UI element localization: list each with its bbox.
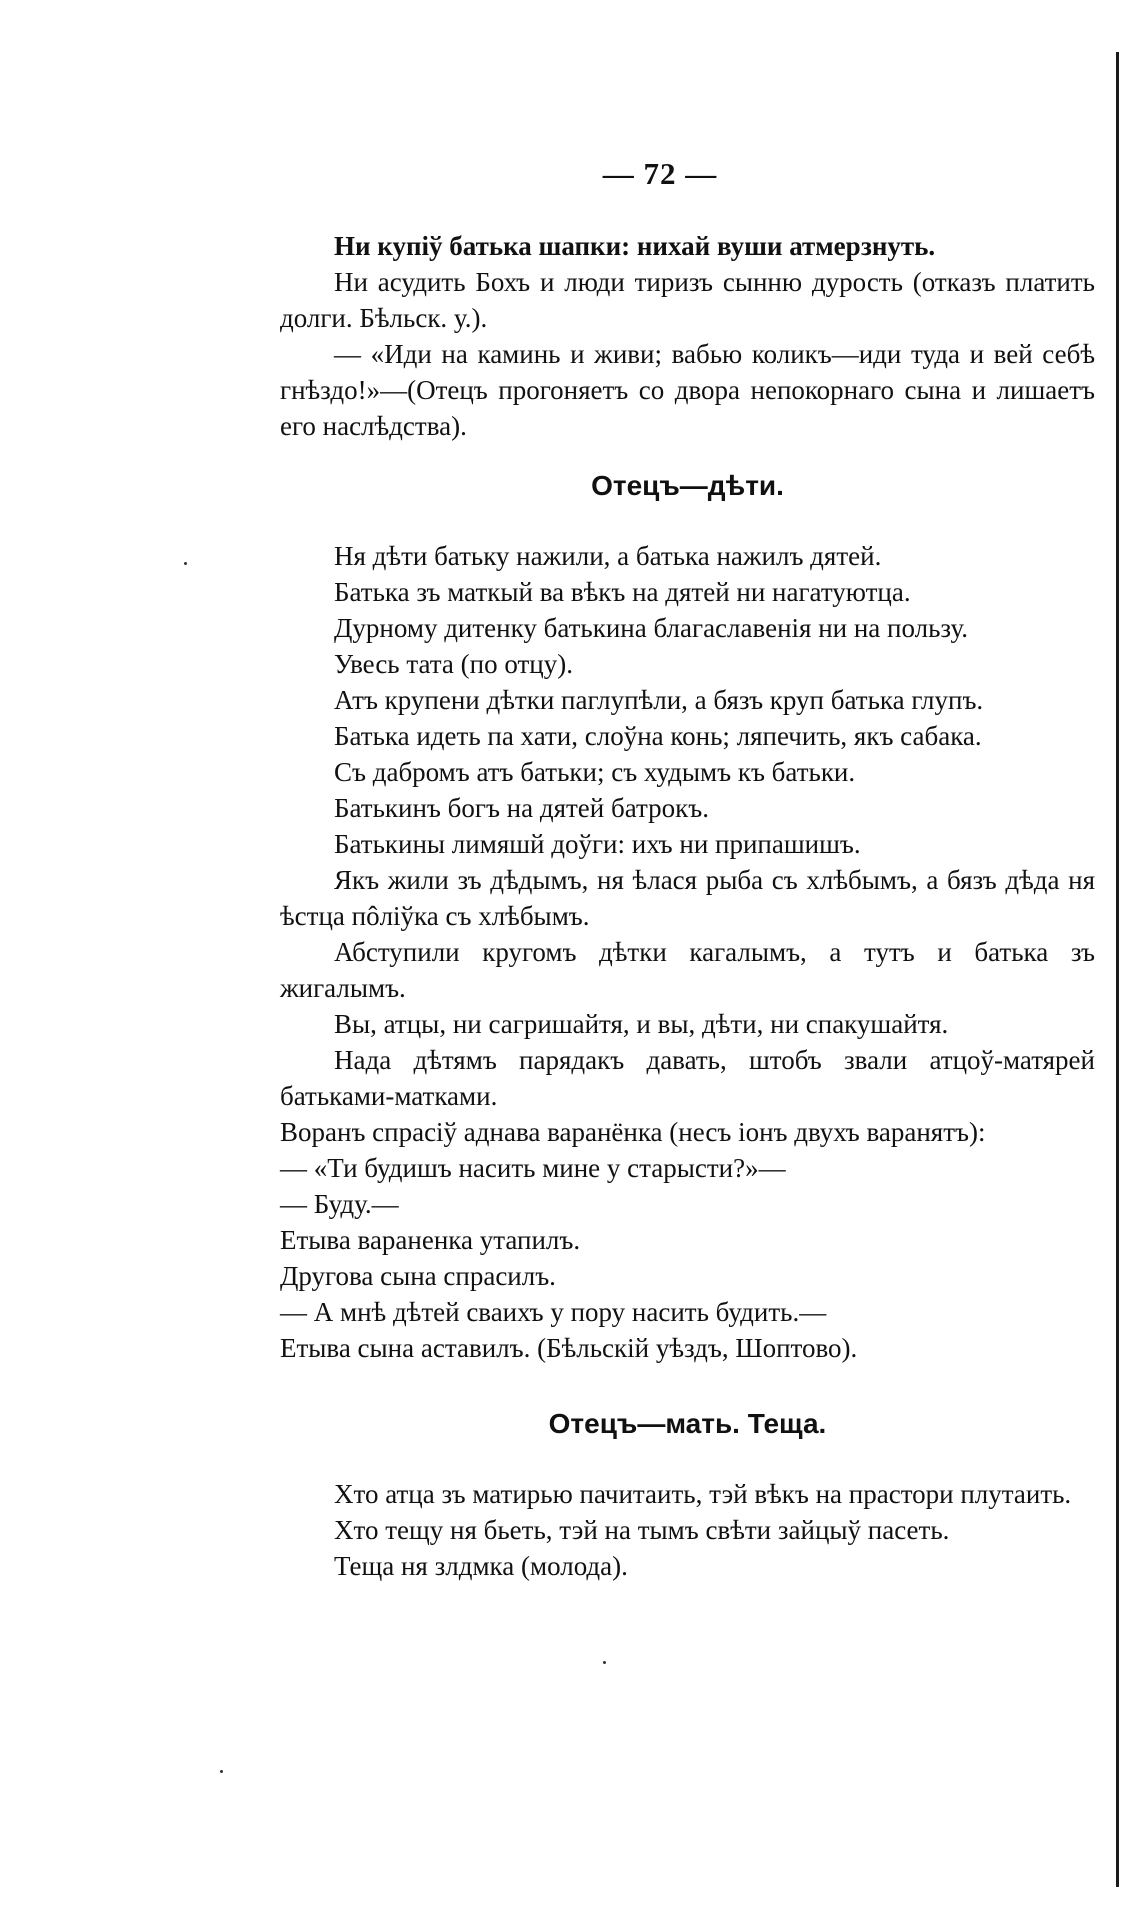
proverb-paragraph: Батькины лимяшй доўги: ихъ ни припашишъ. (334, 829, 861, 859)
story-line: — Буду.— (280, 1189, 399, 1219)
proverb-paragraph: Дурному дитенку батькина благаславенія ни на пользу. (334, 613, 969, 643)
section-heading-father-children: Отецъ—дѣти. (591, 470, 784, 501)
proverb-paragraph: Ни асудить Бохъ и люди тиризъ сынню дурость (отказъ платить долги. Бѣльск. у.). (280, 267, 1095, 333)
proverb-paragraph: Хто атца зъ матирью пачитаить, тэй вѣкъ на прастори плутаить. (334, 1479, 1072, 1509)
father-children-proverbs (280, 538, 1095, 1366)
proverb-paragraph: Увесь тата (по отцу). (334, 649, 573, 679)
story-line: Воранъ спрасіў аднава варанёнка (несъ іонъ двухъ варанятъ): (280, 1117, 986, 1147)
scan-speck (220, 1770, 223, 1773)
page-number: — 72 — (602, 156, 718, 191)
story-line: Етыва сына аставилъ. (Бѣльскій уѣздъ, Шоптово). (280, 1333, 858, 1363)
proverb-paragraph: Вы, атцы, ни сагришайтя, и вы, дѣти, ни спакушайтя. (334, 1009, 949, 1039)
proverb-paragraph: Атъ крупени дѣтки паглупѣли, а бязъ круп батька глупъ. (334, 685, 984, 715)
story-line: — «Ти будишъ насить мине у старысти?»— (280, 1153, 786, 1183)
story-line: — А мнѣ дѣтей сваихъ у пору насить будить.— (280, 1297, 827, 1327)
story-line: Етыва вараненка утапилъ. (280, 1225, 581, 1255)
proverb-paragraph: Съ дабромъ атъ батьки; съ худымъ къ батьки. (334, 757, 856, 787)
proverb-paragraph: Абступили кругомъ дѣтки кагалымъ, а тутъ и батька зъ жигалымъ. (280, 937, 1095, 1003)
scan-speck (603, 1661, 606, 1664)
story-line: Другова сына спрасилъ. (280, 1261, 556, 1291)
page-edge-line (1116, 52, 1119, 1887)
proverb-paragraph: Теща ня злдмка (молода). (334, 1551, 628, 1581)
proverb-paragraph: Батькинъ богъ на дятей батрокъ. (334, 793, 709, 823)
proverb-paragraph: — «Иди на каминь и живи; вабью коликъ—иди туда и вей себѣ гнѣздо!»—(Отецъ прогоняетъ со двора непокорнаго сына и лишаетъ его наслѣдства). (280, 339, 1095, 441)
proverb-paragraph: Нада дѣтямъ парядакъ давать, штобъ звали атцоў-матярей батьками-матками. (280, 1045, 1095, 1111)
scan-speck (184, 562, 187, 565)
proverb-paragraph: Батька идеть па хати, слоўна конь; ляпечить, якъ сабака. (334, 721, 982, 751)
proverb-paragraph: Якъ жили зъ дѣдымъ, ня ѣлася рыба съ хлѣбымъ, а бязъ дѣда ня ѣстца пôліўка съ хлѣбымъ. (280, 865, 1095, 931)
proverb-paragraph: Батька зъ маткый ва вѣкъ на дятей ни нагатуютца. (334, 577, 911, 607)
proverb-paragraph: Хто тещу ня бьеть, тэй на тымъ свѣти зайцыў пасеть. (334, 1515, 950, 1545)
proverb-paragraph: Ни купіў батька шапки: нихай вуши атмерзнуть. (334, 231, 936, 261)
intro-proverbs (280, 228, 1095, 444)
section-heading-father-mother: Отецъ—мать. Теща. (548, 1408, 827, 1439)
father-mother-proverbs (280, 1476, 1095, 1584)
proverb-paragraph: Ня дѣти батьку нажили, а батька нажилъ дятей. (334, 541, 882, 571)
